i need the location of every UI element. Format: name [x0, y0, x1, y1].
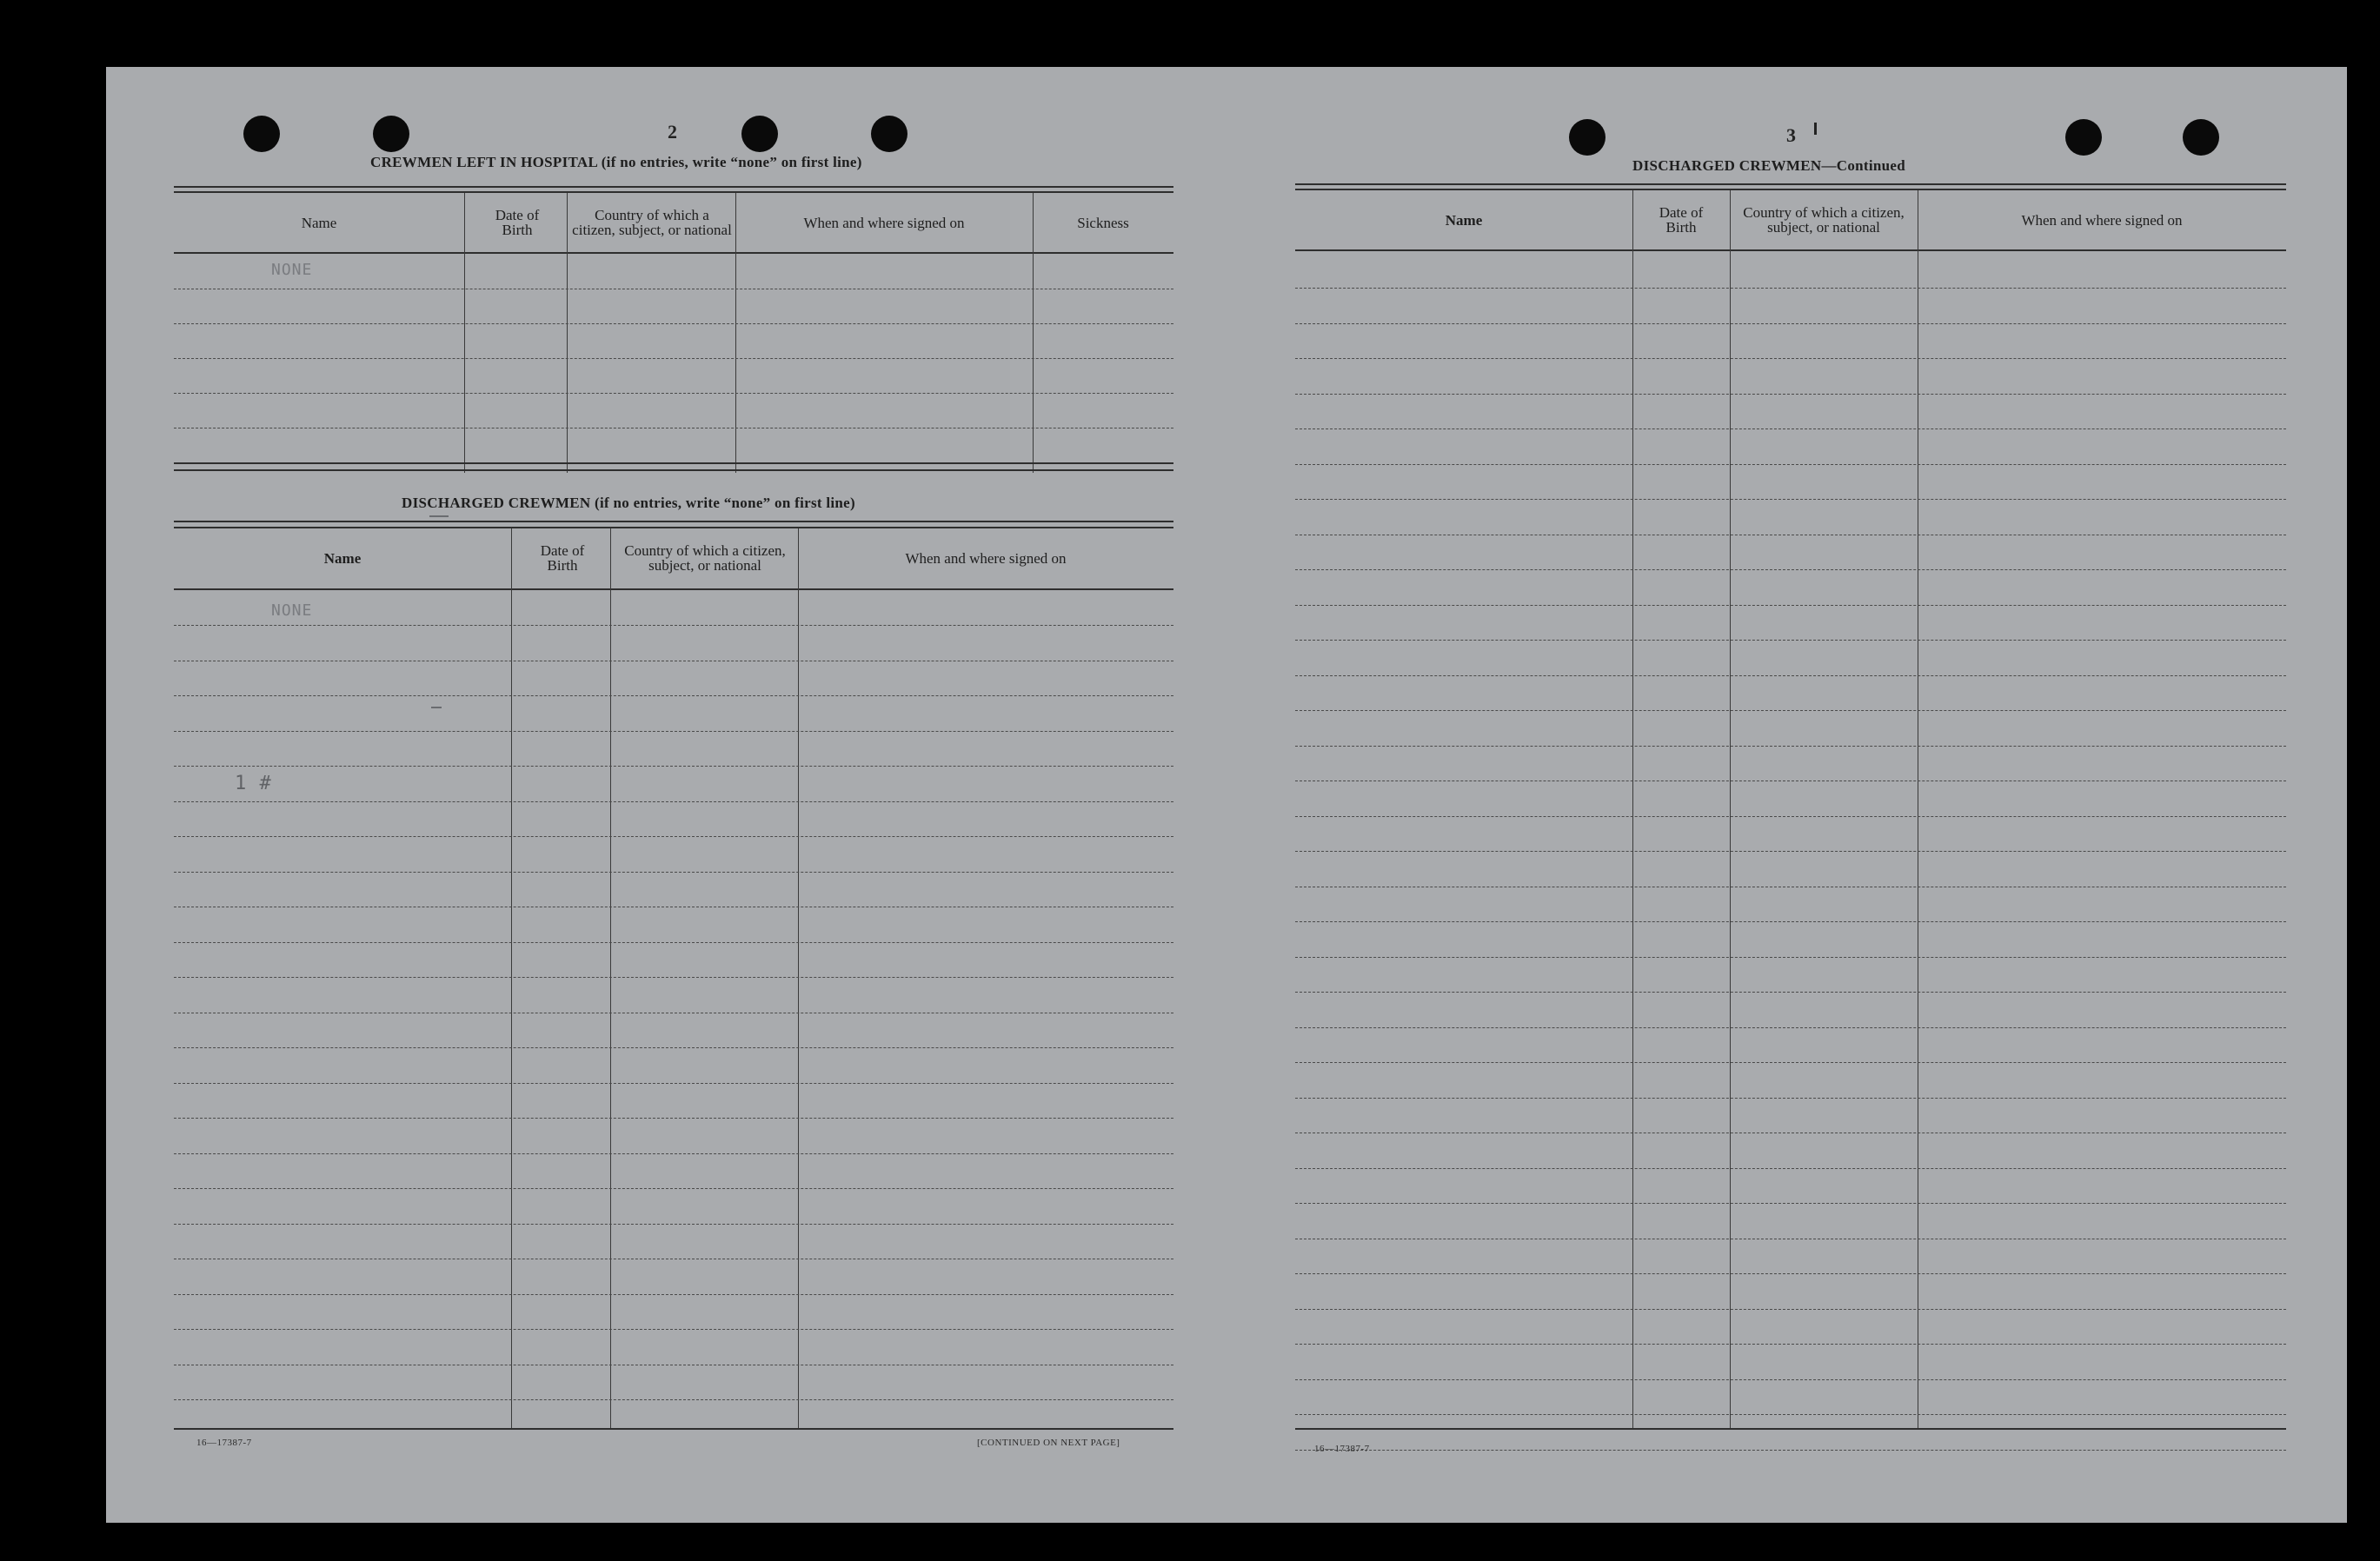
table-bottom-rule [174, 1428, 1173, 1430]
table-row-line [174, 1188, 1173, 1189]
col-header-name: Name [323, 549, 362, 567]
table-row-line [1295, 675, 2286, 676]
table-row-line [1295, 1414, 2286, 1415]
table-row-line [1295, 1309, 2286, 1310]
discharged-subtitle: (if no entries, write “none” on first line) [595, 495, 855, 511]
table-row-line [1295, 1098, 2286, 1099]
discharged-entry: NONE [271, 601, 313, 620]
col-header-name: Name [301, 214, 337, 231]
table-row-line [1295, 710, 2286, 711]
punch-hole [1569, 119, 1606, 156]
table-row-line [174, 1047, 1173, 1048]
col-header-signed-on: When and where signed on [905, 549, 1067, 567]
col-header-date-of-birth: Date of Birth [1659, 204, 1704, 236]
table-row-line [1295, 780, 2286, 781]
document-sheet [106, 67, 2347, 1523]
col-header-date-of-birth: Date of Birth [495, 207, 540, 238]
table-row-line [174, 942, 1173, 943]
table-row-line [1295, 1450, 2286, 1451]
col-header-name: Name [1445, 211, 1483, 229]
discharged-extra-entry: 1 # [235, 773, 272, 794]
table-row-line [1295, 921, 2286, 922]
table-row-line [1295, 323, 2286, 324]
table-row-line [174, 766, 1173, 767]
table-row-line [1295, 957, 2286, 958]
table-row-line [1295, 851, 2286, 852]
table-row-line [174, 836, 1173, 837]
hospital-section-title [370, 154, 862, 171]
punch-hole [2065, 119, 2102, 156]
table-row-line [1295, 394, 2286, 395]
table-row-line [1295, 1344, 2286, 1345]
col-header-signed-on: When and where signed on [2021, 211, 2183, 229]
table-row-line [174, 695, 1173, 696]
hospital-entry: NONE [271, 261, 313, 279]
table-row-line [174, 1153, 1173, 1154]
discharged-section-title [402, 495, 855, 512]
form-number-left: 16—17387-7 [196, 1438, 252, 1448]
table-row-line [174, 801, 1173, 802]
page-number-right: 3 [1786, 124, 1796, 146]
form-number-right: 16—17387-7 [1314, 1444, 1370, 1454]
table-row-line [1295, 288, 2286, 289]
col-header-signed-on: When and where signed on [803, 214, 965, 231]
table-row-line [174, 1294, 1173, 1295]
table-row-line [1295, 640, 2286, 641]
table-row-line [1295, 1027, 2286, 1028]
table-row-line [1295, 1273, 2286, 1274]
table-row-line [174, 731, 1173, 732]
table-row-line [174, 872, 1173, 873]
table-row-line [174, 1083, 1173, 1084]
table-row-line [1295, 1062, 2286, 1063]
table-row-line [1295, 499, 2286, 500]
table-row-line [1295, 746, 2286, 747]
hospital-subtitle: (if no entries, write “none” on first line) [601, 154, 862, 170]
table-row-line [1295, 1168, 2286, 1169]
table-bottom-rule [1295, 1428, 2286, 1430]
table-row-line [1295, 464, 2286, 465]
table-row-line [1295, 428, 2286, 429]
hospital-title: CREWMEN LEFT IN HOSPITAL [370, 154, 598, 170]
col-header-sickness: Sickness [1077, 214, 1129, 231]
table-row-line [1295, 569, 2286, 570]
col-header-country: Country of which a citizen, subject, or national [572, 207, 732, 238]
table-row-line [1295, 605, 2286, 606]
table-row-line [1295, 1203, 2286, 1204]
table-row-line [1295, 1379, 2286, 1380]
scan-mark [1814, 123, 1817, 135]
table-row-line [1295, 358, 2286, 359]
table-row-line [174, 1329, 1173, 1330]
punch-hole [741, 116, 778, 152]
table-row-line [174, 1118, 1173, 1119]
discharged-continued-table [1295, 183, 2286, 1435]
hospital-table [174, 186, 1173, 534]
discharged-title: DISCHARGED CREWMEN [402, 495, 591, 511]
table-row-line [174, 1399, 1173, 1400]
continued-note: [CONTINUED ON NEXT PAGE] [977, 1438, 1120, 1448]
punch-hole [871, 116, 907, 152]
discharged-table [174, 521, 1173, 1459]
discharged-continued-title: DISCHARGED CREWMEN—Continued [1632, 157, 1905, 174]
page-number-left: 2 [668, 121, 677, 143]
col-header-country: Country of which a citizen, subject, or national [624, 542, 786, 574]
col-header-country: Country of which a citizen, subject, or national [1743, 204, 1905, 236]
table-row-line [174, 625, 1173, 626]
punch-hole [2183, 119, 2219, 156]
table-row-line [174, 1224, 1173, 1225]
scan-mark [429, 515, 449, 517]
col-header-date-of-birth: Date of Birth [540, 542, 585, 574]
scan-mark [431, 707, 442, 708]
table-row-line [1295, 816, 2286, 817]
punch-hole [373, 116, 409, 152]
punch-hole [243, 116, 280, 152]
table-row-line [1295, 992, 2286, 993]
table-row-line [174, 977, 1173, 978]
